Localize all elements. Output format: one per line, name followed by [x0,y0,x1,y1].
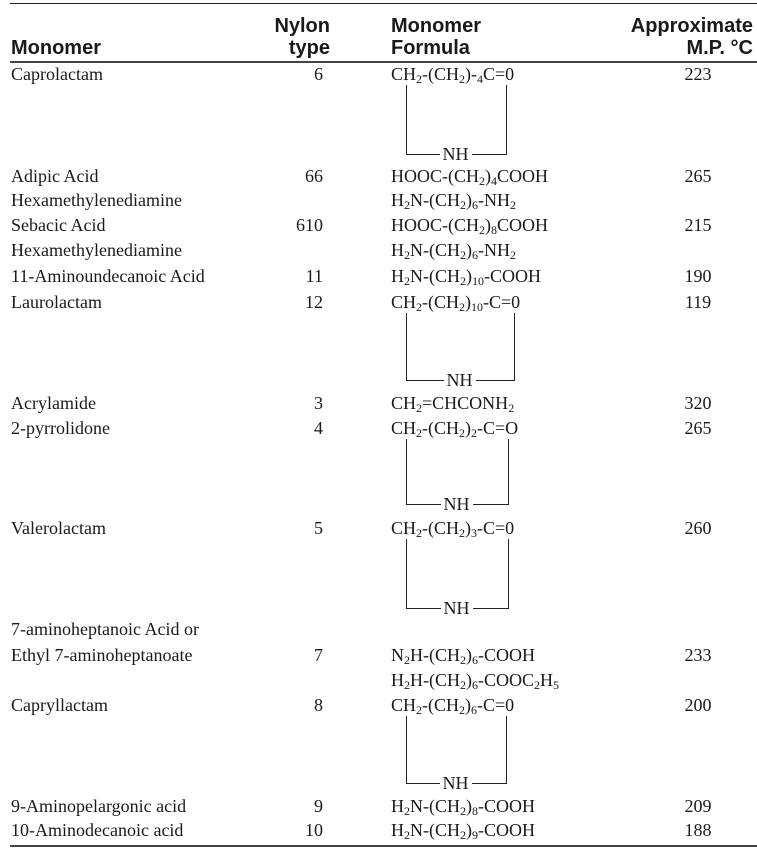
formula-text: -COOH [484,266,541,286]
formula-text: H [540,670,554,690]
formula-text: -COOH [478,796,535,816]
melting-point-cell: 200 [684,695,712,715]
formula-text: -(CH [422,292,460,312]
nylon-type-cell: 7 [314,645,323,665]
formula-text: -COOC [478,670,535,690]
formula-subscript: 2 [459,300,466,314]
nylon-type-cell: 610 [296,215,323,235]
melting-point-cell: 265 [684,166,712,186]
formula-subscript: 6 [471,703,478,717]
monomer-cell: 9-Aminopelargonic acid [11,796,187,816]
formula-text: ) [485,166,491,186]
monomer-cell: Sebacic Acid [11,215,106,235]
formula-text: ) [466,190,472,210]
melting-point-cell: 188 [684,820,712,840]
melting-point-cell: 119 [684,292,712,312]
formula-subscript: 2 [404,678,410,692]
formula-subscript: 2 [460,653,466,667]
formula-text: H [391,190,404,210]
formula-subscript: 2 [459,72,466,86]
monomer-cell: 11-Aminoundecanoic Acid [11,266,205,286]
formula-cell [391,215,548,235]
formula-text: CH [391,393,417,413]
formula-subscript: 2 [404,198,410,212]
ring-nh-label: NH [440,773,472,793]
formula-text: -NH [478,240,510,260]
formula-text: =CHCONH [422,393,509,413]
header-nylon-type [274,15,330,59]
formula-text: CH [391,518,417,538]
formula-text: -C=O [477,418,519,438]
monomer-cell: 7-aminoheptanoic Acid or [11,619,199,639]
formula-subscript: 2 [471,426,478,440]
formula-text: -C=0 [477,695,515,715]
formula-subscript: 6 [472,248,478,262]
header-monomer [11,37,101,59]
formula-text: -(CH [422,518,460,538]
formula-text: -(CH [422,418,460,438]
formula-text: H-(CH [410,670,460,690]
header-rule [10,61,757,63]
formula-subscript: 6 [472,198,478,212]
monomer-cell: 2-pyrrolidone [11,418,110,438]
ring-nh-label: NH [444,370,476,390]
monomer-cell: Capryllactam [11,695,108,715]
header-monomer-label: Monomer [11,37,101,59]
formula-cell [391,64,514,84]
ring-nh-label: NH [441,598,473,618]
header-mp-line2: M.P. °C [686,37,753,59]
formula-subscript: 6 [472,653,478,667]
monomer-cell: 10-Aminodecanoic acid [11,820,184,840]
nylon-type-cell: 8 [314,695,323,715]
formula-subscript: 4 [491,174,497,188]
formula-text: )- [465,64,478,84]
nylon-type-cell: 10 [305,820,323,840]
formula-cell [391,670,559,690]
nylon-type-cell: 6 [314,64,323,84]
nylon-type-cell: 5 [314,518,323,538]
ring-nh-label: NH [440,144,472,164]
top-rule [10,3,757,4]
monomer-cell: Hexamethylenediamine [11,190,182,210]
formula-text: ) [466,240,472,260]
bottom-rule [10,845,757,847]
formula-subscript: 2 [404,248,410,262]
formula-subscript: 2 [459,426,466,440]
formula-subscript: 2 [510,198,516,212]
monomer-cell: Valerolactam [11,518,106,538]
formula-text: -COOH [478,645,535,665]
monomer-cell: Laurolactam [11,292,102,312]
header-formula [391,15,481,59]
formula-text: N-(CH [410,240,460,260]
formula-subscript: 6 [472,678,478,692]
header-mp-line1: Approximate [630,15,753,37]
monomer-cell: Caprolactam [11,64,103,84]
formula-subscript: 2 [416,426,423,440]
formula-subscript: 2 [404,828,410,842]
melting-point-cell: 260 [684,518,712,538]
formula-subscript: 8 [472,804,478,818]
formula-text: C=0 [483,64,515,84]
formula-text: H [391,796,404,816]
nylon-type-cell: 4 [314,418,323,438]
formula-subscript: 2 [459,526,466,540]
formula-text: ) [465,518,472,538]
nylon-type-cell: 12 [305,292,323,312]
formula-cell [391,292,520,312]
formula-text: H [391,266,404,286]
formula-text: COOH [497,215,549,235]
formula-subscript: 2 [416,526,423,540]
formula-subscript: 2 [404,804,410,818]
formula-subscript: 2 [510,248,516,262]
formula-text: H [391,240,404,260]
formula-subscript: 10 [472,274,484,288]
formula-text: H [391,670,404,690]
formula-subscript: 2 [460,828,466,842]
formula-text: -COOH [478,820,535,840]
formula-text: COOH [497,166,549,186]
formula-text: ) [465,292,472,312]
formula-text: ) [466,266,472,286]
formula-subscript: 2 [459,703,466,717]
formula-subscript: 2 [404,274,410,288]
formula-subscript: 3 [471,526,478,540]
monomer-cell: Ethyl 7-aminoheptanoate [11,645,193,665]
formula-subscript: 4 [477,72,484,86]
formula-text: CH [391,418,417,438]
formula-text: ) [465,695,472,715]
formula-text: N-(CH [410,796,460,816]
formula-subscript: 2 [508,401,515,415]
ring-nh-label: NH [441,494,473,514]
formula-text: ) [485,215,491,235]
formula-cell [391,695,514,715]
formula-text: -C=0 [477,518,515,538]
formula-text: ) [466,796,472,816]
formula-subscript: 2 [416,703,423,717]
formula-subscript: 10 [471,300,484,314]
formula-text: HOOC-(CH [391,166,479,186]
melting-point-cell: 190 [684,266,712,286]
formula-text: -(CH [422,64,460,84]
formula-text: N [391,645,404,665]
melting-point-cell: 223 [684,64,712,84]
formula-subscript: 2 [460,678,466,692]
formula-cell [391,240,516,260]
nylon-type-cell: 3 [314,393,323,413]
formula-text: H-(CH [410,645,460,665]
nylon-type-cell: 9 [314,796,323,816]
monomer-cell: Adipic Acid [11,166,99,186]
formula-text: CH [391,64,417,84]
formula-text: ) [466,645,472,665]
header-formula-line1: Monomer [391,15,481,37]
formula-subscript: 2 [460,248,466,262]
formula-cell [391,820,535,840]
header-melting-point [631,15,753,59]
formula-cell [391,266,541,286]
monomer-cell: Hexamethylenediamine [11,240,182,260]
formula-cell [391,645,535,665]
header-formula-line2: Formula [391,37,470,59]
formula-text: N-(CH [410,820,460,840]
formula-subscript: 2 [416,401,423,415]
formula-subscript: 2 [534,678,541,692]
formula-text: H [391,820,404,840]
melting-point-cell: 215 [684,215,712,235]
formula-subscript: 2 [479,223,485,237]
formula-cell [391,166,548,186]
formula-subscript: 2 [479,174,485,188]
melting-point-cell: 320 [684,393,712,413]
formula-text: -(CH [422,695,460,715]
formula-subscript: 2 [404,653,410,667]
formula-subscript: 2 [416,300,423,314]
melting-point-cell: 233 [684,645,712,665]
formula-text: N-(CH [410,190,460,210]
formula-text: HOOC-(CH [391,215,479,235]
melting-point-cell: 265 [684,418,712,438]
formula-text: ) [466,670,472,690]
formula-subscript: 9 [472,828,478,842]
header-nylon-type-line2: type [288,37,330,59]
formula-cell [391,518,514,538]
nylon-type-cell: 11 [305,266,323,286]
monomer-cell: Acrylamide [11,393,96,413]
formula-text: -C=0 [483,292,521,312]
formula-cell [391,418,518,438]
formula-subscript: 2 [460,198,466,212]
formula-text: N-(CH [410,266,460,286]
formula-cell [391,393,514,413]
formula-subscript: 2 [416,72,423,86]
formula-text: ) [466,820,472,840]
formula-text: CH [391,695,417,715]
formula-cell [391,190,516,210]
formula-subscript: 5 [553,678,560,692]
formula-subscript: 2 [460,274,466,288]
melting-point-cell: 209 [684,796,712,816]
header-nylon-type-line1: Nylon [274,15,330,37]
nylon-type-cell: 66 [305,166,323,186]
formula-cell [391,796,535,816]
formula-subscript: 2 [460,804,466,818]
formula-text: -NH [478,190,510,210]
formula-text: ) [465,418,472,438]
formula-subscript: 8 [491,223,497,237]
formula-text: CH [391,292,417,312]
